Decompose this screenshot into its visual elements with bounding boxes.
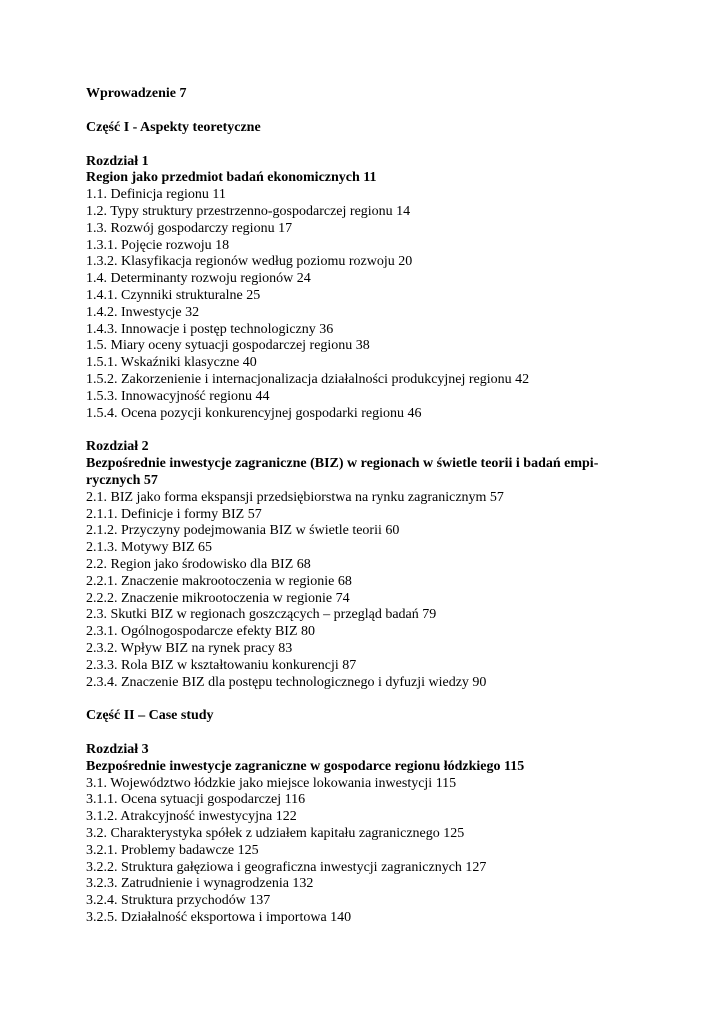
spacer [86,103,646,120]
toc-entry: 3.2.5. Działalność eksportowa i importowa 140 [86,910,352,926]
spacer [86,137,646,154]
chapter-3-title: Bezpośrednie inwestycje zagraniczne w gospodarce regionu łódzkiego 115 [86,758,525,774]
intro-heading: Wprowadzenie 7 [86,86,187,101]
toc-entry: 2.3. Skutki BIZ w regionach goszczących – przegląd badań 79 [86,607,437,623]
toc-entry: 1.1. Definicja regionu 11 [86,187,226,203]
chapter-2-label: Rozdział 2 [86,439,149,455]
toc-entry: 2.3.2. Wpływ BIZ na rynek pracy 83 [86,640,293,656]
toc-entry: 3.1. Województwo łódzkie jako miejsce lokowania inwestycji 115 [86,775,457,791]
chapter-2-title-line-2: rycznych 57 [86,472,158,488]
toc-entry: 2.2.1. Znaczenie makrootoczenia w regionie 68 [86,573,352,589]
toc-entry: 3.1.2. Atrakcyjność inwestycyjna 122 [86,809,297,825]
toc-entry: 3.2.3. Zatrudnienie i wynagrodzenia 132 [86,876,314,892]
toc-entry: 1.2. Typy struktury przestrzenno-gospodarczej regionu 14 [86,203,411,219]
chapter-2-title-line-1: Bezpośrednie inwestycje zagraniczne (BIZ) w regionach w świetle teorii i badań empi- [86,456,599,472]
toc-entry: 1.4.3. Innowacje i postęp technologiczny 36 [86,321,334,337]
toc-entry: 2.1. BIZ jako forma ekspansji przedsiębiorstwa na rynku zagranicznym 57 [86,489,504,505]
toc-entry: 1.5. Miary oceny sytuacji gospodarczej regionu 38 [86,338,370,354]
toc-entry: 1.5.2. Zakorzenienie i internacjonalizacja działalności produkcyjnej regionu 42 [86,371,530,387]
toc-entry: 1.5.3. Innowacyjność regionu 44 [86,388,270,404]
toc-entry: 2.1.2. Przyczyny podejmowania BIZ w świetle teorii 60 [86,523,400,539]
toc-entry: 2.3.3. Rola BIZ w kształtowaniu konkurencji 87 [86,657,357,673]
toc-entry: 1.4.1. Czynniki strukturalne 25 [86,287,261,303]
toc-entry: 2.3.4. Znaczenie BIZ dla postępu technologicznego i dyfuzji wiedzy 90 [86,674,487,690]
toc-entry: 3.2.1. Problemy badawcze 125 [86,842,259,858]
toc-entry: 1.4.2. Inwestycje 32 [86,304,200,320]
spacer [86,691,646,708]
toc-entry: 1.5.4. Ocena pozycji konkurencyjnej gospodarki regionu 46 [86,405,422,421]
toc-entry: 3.2.4. Struktura przychodów 137 [86,893,271,909]
spacer [86,725,646,742]
toc-entry: 3.1.1. Ocena sytuacji gospodarczej 116 [86,792,306,808]
toc-entry: 2.2. Region jako środowisko dla BIZ 68 [86,556,311,572]
table-of-contents [86,86,646,927]
toc-entry: 1.5.1. Wskaźniki klasyczne 40 [86,355,257,371]
chapter-3-section [86,742,646,927]
part-1-heading: Część I - Aspekty teoretyczne [86,119,261,135]
toc-entry: 2.1.1. Definicje i formy BIZ 57 [86,506,262,522]
toc-entry: 1.3. Rozwój gospodarczy regionu 17 [86,220,293,236]
toc-entry: 1.3.1. Pojęcie rozwoju 18 [86,237,230,253]
chapter-1-title: Region jako przedmiot badań ekonomicznych 11 [86,170,377,186]
toc-entry: 3.2. Charakterystyka spółek z udziałem kapitału zagranicznego 125 [86,826,465,842]
toc-entry: 2.3.1. Ogólnogospodarcze efekty BIZ 80 [86,624,315,640]
chapter-3-label: Rozdział 3 [86,742,149,758]
part-2-heading: Część II – Case study [86,708,214,724]
toc-entry: 1.3.2. Klasyfikacja regionów według poziomu rozwoju 20 [86,254,413,270]
toc-entry: 3.2.2. Struktura gałęziowa i geograficzna inwestycji zagranicznych 127 [86,859,487,875]
chapter-2-section [86,439,646,691]
toc-entry: 2.1.3. Motywy BIZ 65 [86,540,212,556]
chapter-1-label: Rozdział 1 [86,153,149,169]
toc-entry: 2.2.2. Znaczenie mikrootoczenia w regionie 74 [86,590,350,606]
spacer [86,422,646,439]
toc-entry: 1.4. Determinanty rozwoju regionów 24 [86,271,311,287]
chapter-1-section [86,154,646,423]
